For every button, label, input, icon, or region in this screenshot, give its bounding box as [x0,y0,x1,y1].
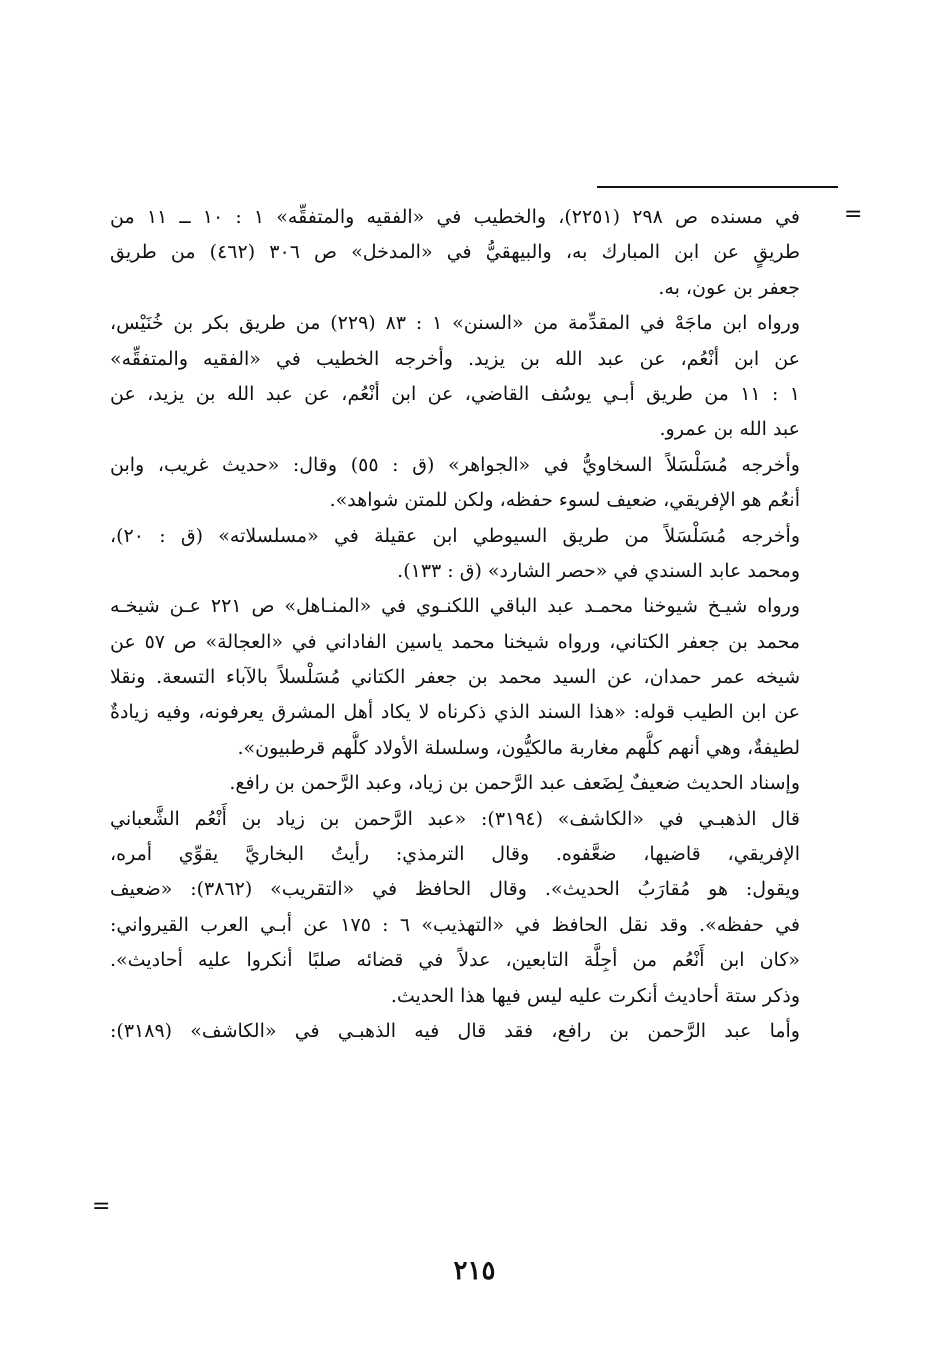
text-line: عبد الله بن عمرو. [659,418,800,441]
text-line: ويقول: هو مُقارَبُ الحديث». وقال الحافظ في «التقريب» (٣٨٦٢): «ضعيف [110,878,800,901]
footnote-separator-rule [597,186,838,188]
text-line: ومحمد عابد السندي في «حصر الشارد» (ق : ١٣٣). [397,559,800,582]
text-line: عن ابن أنْعُم، عن عبد الله بن يزيد. وأخرجه الخطيب في «الفقيه والمتفقِّه» [110,347,800,370]
text-line: أنعُم هو الإفريقي، ضعيف لسوء حفظه، ولكن للمتن شواهد». [329,489,800,512]
continuation-mark-bottom: = [92,1194,111,1219]
text-line: في مسنده ص ٢٩٨ (٢٢٥١)، والخطيب في «الفقيه والمتفقِّه» ١ : ١٠ ــ ١١ من [110,206,800,228]
text-line: عن ابن الطيب قوله: «هذا السند الذي ذكرناه لا يكاد أهل المشرق يعرفونه، وفيه زيادةٌ [110,701,800,724]
text-line: شيخه عمر حمدان، عن السيد محمد بن جعفر الكتاني مُسَلْسلاً بالآباء التسعة. ونقلا [110,666,800,689]
text-line: وإسناد الحديث ضعيفٌ لِضَعف عبد الرَّحمن بن زياد، وعبد الرَّحمن بن رافع. [229,772,800,795]
page-number: ٢١٥ [453,1256,496,1286]
text-line: وأخرجه مُسَلْسَلاً السخاويُّ في «الجواهر» (ق : ٥٥) وقال: «حديث غريب، وابن [110,453,800,476]
footnote-text-block [110,200,800,1049]
text-line: طريقٍ عن ابن المبارك به، والبيهقيُّ في «المدخل» ص ٣٠٦ (٤٦٢) من طريق [110,241,800,264]
text-line: جعفر بن عون، به. [658,276,800,299]
text-line: «كان ابن أَنْعُم من أجِلَّة التابعين، عدلاً في قضائه صلبًا أنكروا عليه أحاديث». [110,949,800,972]
text-line: ورواه شيـخ شيوخنا محمـد عبد الباقي اللكنـوي في «المنـاهل» ص ٢٢١ عـن شيخـه [110,595,800,618]
text-line: الإفريقي، قاضيها، ضعَّفوه. وقال الترمذي: رأيتُ البخاريَّ يقوِّي أمره، [110,843,800,866]
text-line: ١ : ١١ من طريق أبـي يوسُف القاضي، عن ابن أنْعُم، عن عبد الله بن يزيد، عن [110,382,800,405]
text-line: ورواه ابن ماجَهْ في المقدِّمة من «السنن» ١ : ٨٣ (٢٢٩) من طريق بكر بن خُنَيْس، [110,312,800,335]
text-line: وأما عبد الرَّحمن بن رافع، فقد قال فيه الذهبـي في «الكاشف» (٣١٨٩): [110,1019,800,1042]
text-line: في حفظه». وقد نقل الحافظ في «التهذيب» ٦ : ١٧٥ عن أبـي العرب القيرواني: [110,913,800,936]
text-line: وذكر ستة أحاديث أنكرت عليه ليس فيها هذا الحديث. [390,984,800,1007]
continuation-mark-top: = [844,202,863,227]
text-line: قال الذهبـي في «الكاشف» (٣١٩٤): «عبد الرَّحمن بن زياد بن أَنْعُم الشَّعباني [110,807,800,830]
text-line: لطيفةٌ، وهي أنهم كلُّهم مغاربة مالكيُّون، وسلسلة الأولاد كلُّهم قرطبيون». [237,736,800,759]
text-line: وأخرجه مُسَلْسَلاً من طريق السيوطي ابن عقيلة في «مسلسلاته» (ق : ٢٠)، [110,524,800,547]
text-line: محمد بن جعفر الكتاني، ورواه شيخنا محمد ياسين الفاداني في «العجالة» ص ٥٧ عن [110,630,800,653]
